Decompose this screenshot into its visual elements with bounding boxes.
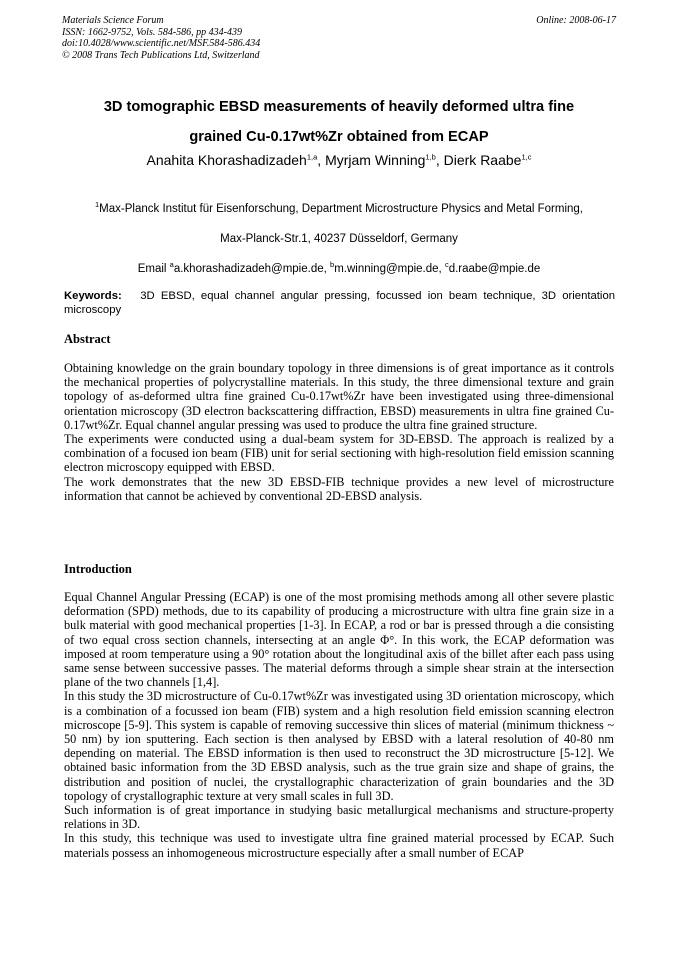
author-2-sup: 1,b xyxy=(425,152,436,162)
affiliation-line-2: Max-Planck-Str.1, 40237 Düsseldorf, Germany xyxy=(220,233,458,245)
introduction-heading: Introduction xyxy=(64,562,132,576)
email-a[interactable]: a.khorashadizadeh@mpie.de, xyxy=(173,263,331,275)
author-3: Dierk Raabe xyxy=(443,152,522,168)
author-2: Myrjam Winning xyxy=(325,152,426,168)
keywords-text: 3D EBSD, equal channel angular pressing, focussed ion beam technique, 3D orientation microscopy xyxy=(64,290,616,316)
keywords-label: Keywords: xyxy=(64,290,122,302)
journal-name: Materials Science Forum xyxy=(62,15,164,26)
online-date: Online: 2008-06-17 xyxy=(536,15,616,26)
email-c[interactable]: d.raabe@mpie.de xyxy=(448,263,541,275)
affiliation-sup: 1 xyxy=(95,200,100,210)
intro-paragraph-2: In this study the 3D microstructure of Cu-0.17wt%Zr was investigated using 3D orientation microscopy, which is a combination of a focussed ion beam (FIB) system and a high resolution field emission scanning electron microscope [5-9]. This system is capable of removing successive thin slices of material (minimum thickness ~ 50 nm) by ion sputtering. Each section is then analysed by EBSD with a lateral resolution of 40-80 nm depending on material. The EBSD information is then used to reconstruct the 3D microstructure [5-12]. We obtained basic information from the 3D EBSD analysis, such as the true grain size and shape of grains, the distribution and position of nuclei, the crystallographic characterization of grain boundaries and the 3D topology of crystallographic texture at very small scales in full 3D. xyxy=(64,689,614,803)
abstract-body xyxy=(64,361,614,503)
author-separator: , xyxy=(317,152,326,168)
title-line-1: 3D tomographic EBSD measurements of heavily deformed ultra fine xyxy=(103,99,575,115)
author-list xyxy=(40,150,638,170)
email-c-sup: c xyxy=(444,260,449,270)
author-separator: , xyxy=(435,152,444,168)
abstract-paragraph-3: The work demonstrates that the new 3D EBSD-FIB technique provides a new level of microstructure information that cannot be achieved by conventional 2D-EBSD analysis. xyxy=(64,474,614,503)
keywords xyxy=(64,289,615,317)
affiliation-text-1: Max-Planck Institut für Eisenforschung, Department Microstructure Physics and Metal Forming, xyxy=(99,203,583,215)
affiliation-line-1 xyxy=(40,201,638,217)
abstract-paragraph-2: The experiments were conducted using a dual-beam system for 3D-EBSD. The approach is realized by a combination of a focused ion beam (FIB) unit for serial sectioning with high-resolution field emission scanning electron microscopy equipped with EBSD. xyxy=(64,432,614,475)
author-3-sup: 1,c xyxy=(521,152,532,162)
copyright-line: © 2008 Trans Tech Publications Ltd, Switzerland xyxy=(62,49,260,61)
email-b-sup: b xyxy=(330,260,335,270)
author-1: Anahita Khorashadizadeh xyxy=(146,152,307,168)
email-line xyxy=(40,261,638,277)
abstract-heading: Abstract xyxy=(64,332,111,346)
paper-title xyxy=(40,92,638,152)
doi-line: doi:10.4028/www.scientific.net/MSF.584-586.434 xyxy=(62,38,261,49)
journal-header xyxy=(62,15,616,61)
introduction-body xyxy=(64,590,614,860)
email-a-sup: a xyxy=(169,260,174,270)
intro-paragraph-3: Such information is of great importance in studying basic metallurgical mechanisms and structure-property relations in 3D. xyxy=(64,803,614,832)
issn-line: ISSN: 1662-9752, Vols. 584-586, pp 434-439 xyxy=(62,26,242,38)
title-line-2: grained Cu-0.17wt%Zr obtained from ECAP xyxy=(189,129,489,145)
author-1-sup: 1,a xyxy=(306,152,318,162)
email-label: Email xyxy=(137,263,170,275)
intro-paragraph-4: In this study, this technique was used to investigate ultra fine grained material processed by ECAP. Such materials possess an inhomogeneous microstructure especially after a small number of ECAP xyxy=(64,831,614,860)
intro-paragraph-1: Equal Channel Angular Pressing (ECAP) is one of the most promising methods among all other severe plastic deformation (SPD) methods, due to its capability of producing a microstructure with ultra fine grain size in a bulk material with good mechanical properties [1-3]. In ECAP, a rod or bar is pressed through a die consisting of two equal cross section channels, intersecting at an angle Φ°. In this work, the ECAP deformation was imposed at room temperature using a 90° rotation about the longitudinal axis of the billet after each pass using same sense between successive passes. The material deforms through a simple shear strain at the intersection plane of the two channels [1,4]. xyxy=(64,590,614,690)
abstract-paragraph-1: Obtaining knowledge on the grain boundary topology in three dimensions is of great importance as it controls the mechanical properties of polycrystalline materials. In this study, the three dimensional texture and grain topology of as-deformed ultra fine grained Cu-0.17wt%Zr have been investigated using three-dimensional orientation microscopy (3D electron backscattering diffraction, EBSD) measurements in ultra fine grained Cu-0.17wt%Zr. Equal channel angular pressing was used to produce the ultra fine grained structure. xyxy=(64,361,614,432)
email-b[interactable]: m.winning@mpie.de, xyxy=(334,263,445,275)
